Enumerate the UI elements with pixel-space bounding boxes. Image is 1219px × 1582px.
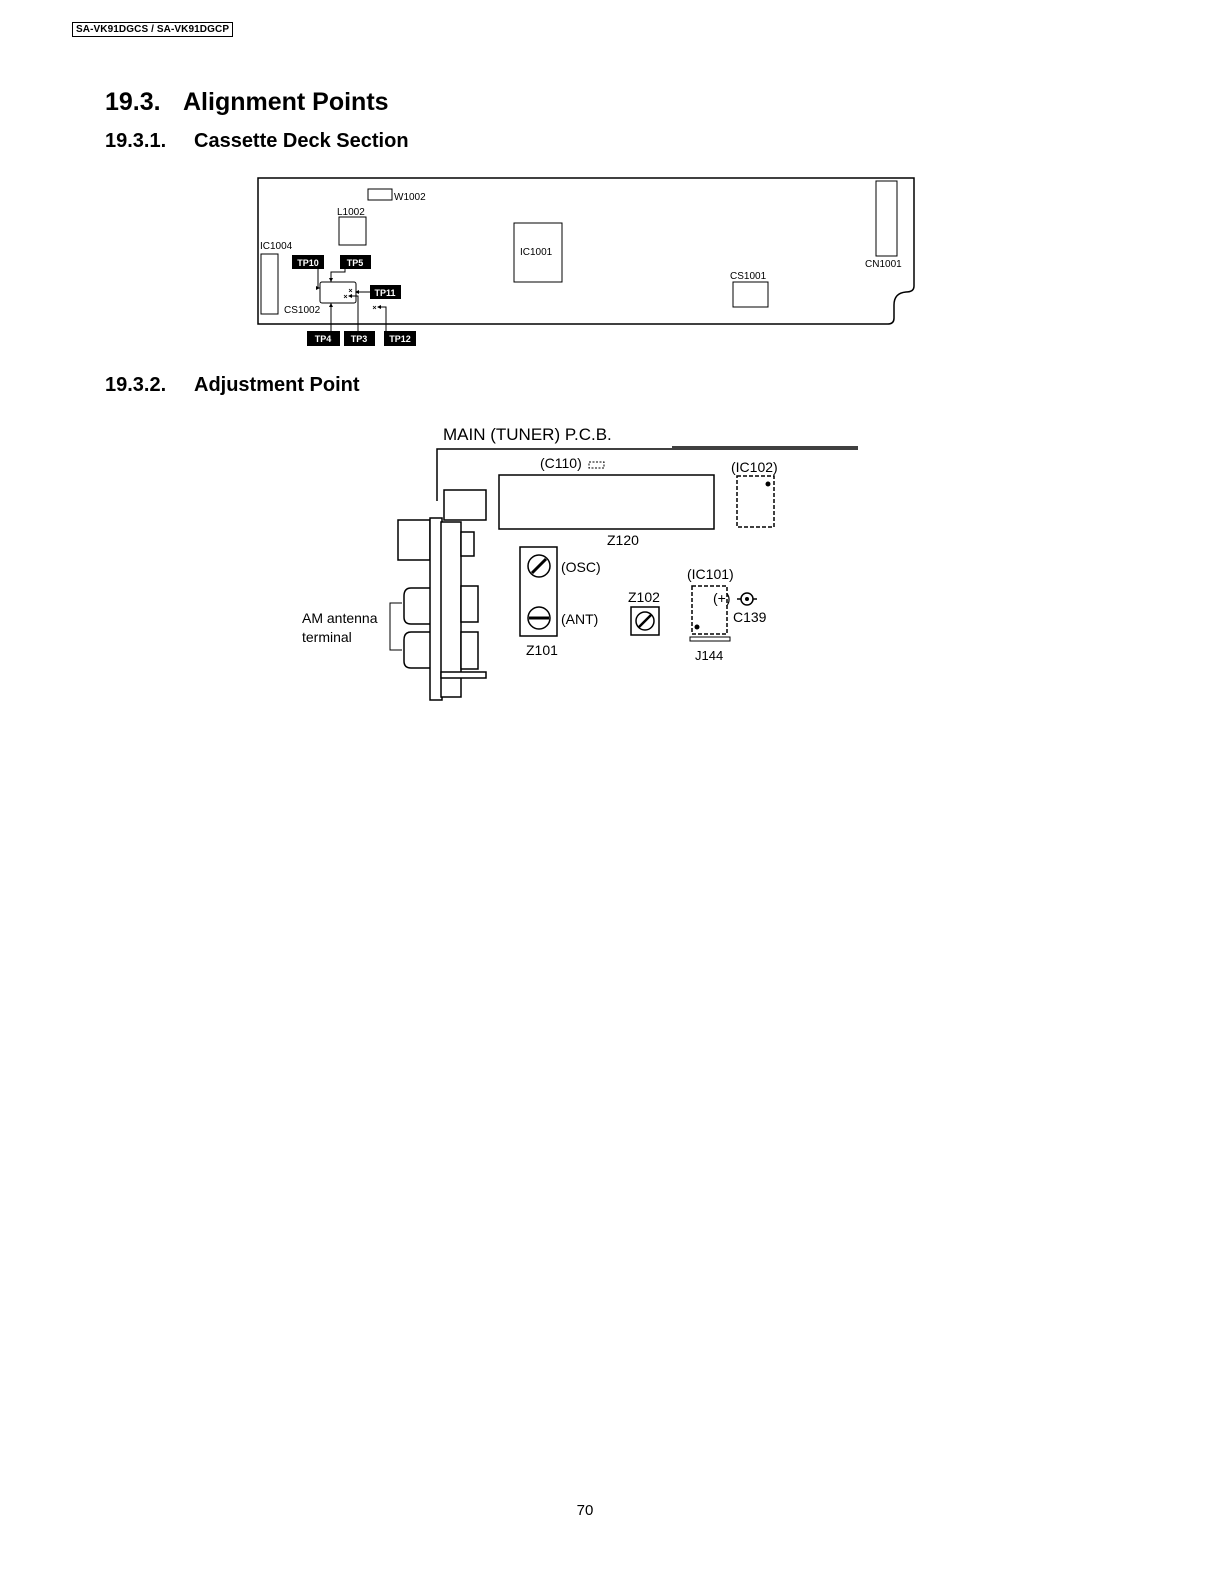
cs1001-label: CS1001 — [730, 271, 767, 282]
ic102-label: (IC102) — [731, 459, 778, 475]
cn1001-label: CN1001 — [865, 259, 902, 270]
tp11-label: TP11 — [374, 288, 396, 298]
subsection-title: Cassette Deck Section — [194, 130, 409, 152]
osc-label: (OSC) — [561, 559, 601, 575]
section-title: Alignment Points — [183, 88, 389, 116]
w1002-label: W1002 — [394, 192, 426, 203]
subsection-title: Adjustment Point — [194, 374, 360, 396]
z101-label: Z101 — [526, 642, 558, 658]
tp5-label: TP5 — [346, 258, 364, 268]
c139-label: C139 — [733, 609, 767, 625]
tp3-label: TP3 — [350, 334, 368, 344]
section-number: 19.3. — [105, 88, 161, 116]
tuner-adjustment-diagram — [0, 0, 1219, 720]
am-antenna-label: AM antenna — [302, 610, 378, 626]
c110-part — [589, 462, 604, 468]
tp12-label: TP12 — [389, 334, 411, 344]
z101-coil-block — [520, 547, 557, 636]
z102-adjust-screw-icon — [631, 607, 659, 635]
l1002-label: L1002 — [337, 207, 365, 218]
ic1004-label: IC1004 — [260, 241, 293, 252]
ic1001-label: IC1001 — [520, 247, 553, 258]
page-number: 70 — [576, 1502, 594, 1519]
tp4-label: TP4 — [314, 334, 332, 344]
am-antenna-terminal-shells — [404, 588, 430, 668]
ic101-label: (IC101) — [687, 566, 734, 582]
z120-filter — [499, 475, 714, 529]
j144-jumper — [690, 637, 730, 641]
am-antenna-label-line2: terminal — [302, 629, 352, 645]
am-antenna-bracket-line — [390, 603, 402, 650]
c139-capacitor-icon — [737, 593, 757, 605]
board-title: MAIN (TUNER) P.C.B. — [443, 425, 612, 444]
c110-label: (C110) — [540, 455, 582, 471]
z120-label: Z120 — [607, 532, 639, 548]
z102-label: Z102 — [628, 589, 660, 605]
plus-label: (+) — [713, 590, 731, 606]
ic101-pin1-dot — [695, 625, 700, 630]
cs1002-label: CS1002 — [284, 305, 321, 316]
subsection-number: 19.3.2. — [105, 374, 167, 396]
tp10-label: TP10 — [297, 258, 319, 268]
ant-adjust-screw-icon — [528, 607, 550, 629]
osc-adjust-screw-icon — [528, 555, 550, 577]
subsection-number: 19.3.1. — [105, 130, 167, 152]
ant-label: (ANT) — [561, 611, 599, 627]
ic102-pin1-dot — [766, 482, 771, 487]
j144-label: J144 — [695, 648, 724, 663]
model-tag: SA-VK91DGCS / SA-VK91DGCP — [72, 22, 233, 37]
